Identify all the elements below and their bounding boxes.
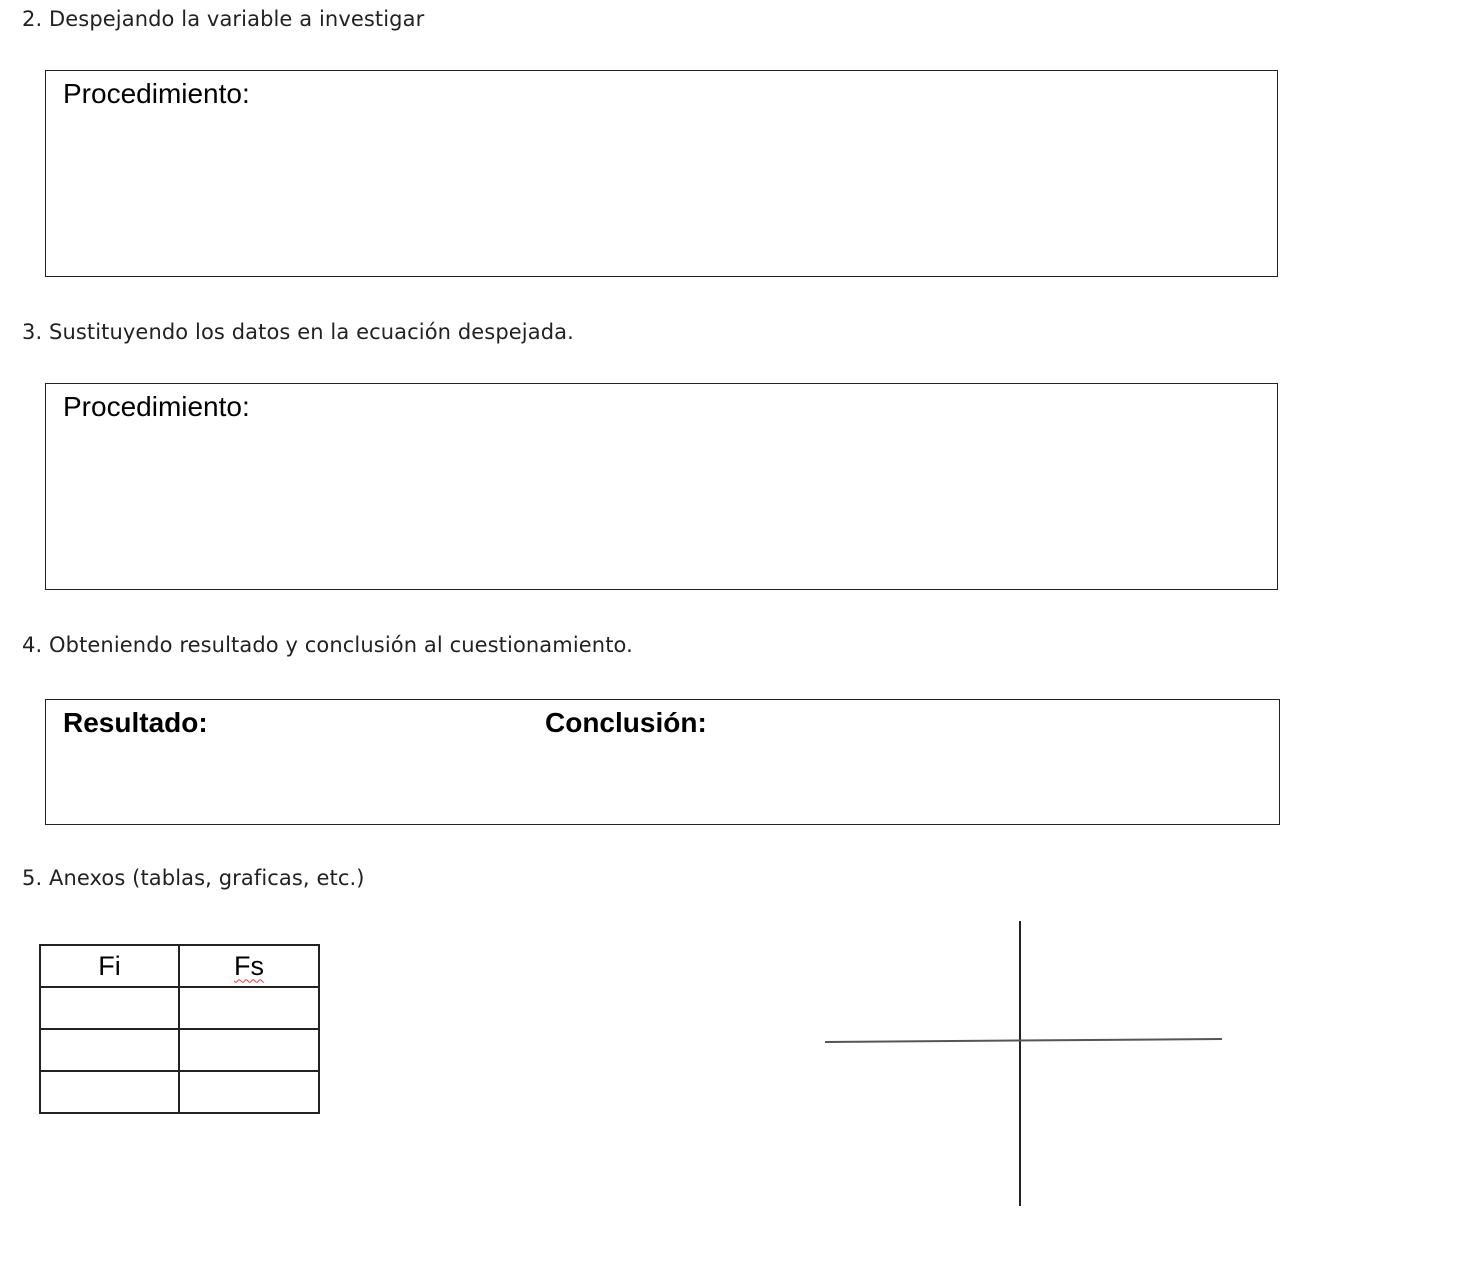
table-row [40, 1029, 319, 1071]
step-2-heading: 2. Despejando la variable a investigar [22, 7, 425, 31]
table-cell[interactable] [40, 1029, 179, 1071]
table-header-row [40, 945, 319, 987]
table-row [40, 1071, 319, 1113]
blank-axes-graph [820, 918, 1230, 1210]
horizontal-axis [825, 1039, 1222, 1042]
table-cell[interactable] [40, 1071, 179, 1113]
result-conclusion-box[interactable] [45, 699, 1280, 825]
step-5-heading: 5. Anexos (tablas, graficas, etc.) [22, 866, 365, 890]
procedure-box-1[interactable] [45, 70, 1278, 277]
procedure-box-2[interactable] [45, 383, 1278, 590]
table-cell[interactable] [179, 1071, 319, 1113]
header-fs [179, 945, 319, 987]
table-cell[interactable] [179, 1029, 319, 1071]
header-fs-text: Fs [234, 950, 264, 981]
header-fi: Fi [40, 945, 179, 987]
procedure-label-2: Procedimiento: [63, 391, 250, 422]
table-cell[interactable] [179, 987, 319, 1029]
step-4-heading: 4. Obteniendo resultado y conclusión al cuestionamiento. [22, 633, 633, 657]
result-label: Resultado: [63, 707, 208, 738]
step-3-heading: 3. Sustituyendo los datos en la ecuación despejada. [22, 320, 574, 344]
conclusion-label: Conclusión: [545, 707, 707, 738]
annex-table [39, 944, 320, 1114]
procedure-label-1: Procedimiento: [63, 78, 250, 109]
table-cell[interactable] [40, 987, 179, 1029]
table-row [40, 987, 319, 1029]
